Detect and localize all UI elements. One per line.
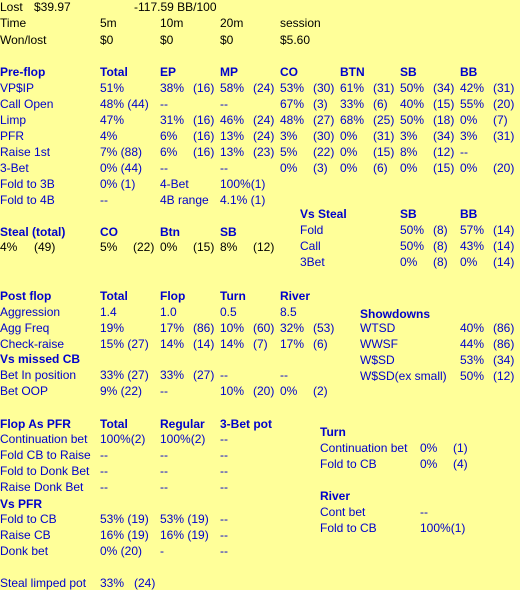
preflop-cell: (34)	[433, 81, 455, 95]
preflop-cell: (20)	[493, 161, 515, 175]
missed-cb-row-label: Bet In position	[0, 368, 77, 382]
turn-value: 0%	[420, 457, 438, 471]
flop-pfr-title: Flop As PFR	[0, 417, 71, 431]
showdown-count: (12)	[493, 369, 515, 383]
preflop-cell: --	[220, 161, 228, 175]
vs-pfr-title: Vs PFR	[0, 497, 43, 511]
preflop-cell: 48% (44)	[100, 97, 149, 111]
preflop-cell: (6)	[373, 161, 388, 175]
missed-cb-cell: --	[220, 368, 228, 382]
preflop-cell: 0%	[460, 161, 478, 175]
preflop-cell: (22)	[313, 145, 335, 159]
preflop-cell: --	[100, 193, 108, 207]
river-row-label: Cont bet	[320, 505, 366, 519]
preflop-cell: (16)	[193, 129, 215, 143]
vs-pfr-cell: --	[220, 512, 228, 526]
flop-pfr-cell: --	[100, 480, 108, 494]
time-col-10m: 10m	[160, 16, 184, 30]
postflop-row-label: Aggression	[0, 305, 61, 319]
showdown-value: 40%	[460, 321, 485, 335]
vs-steal-cell: (8)	[433, 239, 448, 253]
missed-cb-cell: --	[280, 368, 288, 382]
postflop-cell: 10%	[220, 321, 245, 335]
preflop-header-total: Total	[100, 65, 128, 79]
postflop-cell: 32%	[280, 321, 305, 335]
vs-pfr-cell: --	[220, 544, 228, 558]
preflop-cell: 31%	[160, 113, 185, 127]
lost-label: Lost	[0, 0, 23, 14]
preflop-cell: (16)	[193, 145, 215, 159]
vs-pfr-cell: 0% (20)	[100, 544, 143, 558]
preflop-cell: (6)	[373, 97, 388, 111]
preflop-cell: 0% (44)	[100, 161, 143, 175]
preflop-cell: (16)	[193, 113, 215, 127]
flop-pfr-cell: 100%(2)	[100, 432, 146, 446]
preflop-cell: 47%	[100, 113, 125, 127]
preflop-cell: (3)	[313, 97, 328, 111]
lost-value: $39.97	[34, 0, 71, 14]
flop-pfr-cell: --	[220, 448, 228, 462]
preflop-cell: (15)	[373, 145, 395, 159]
vs-pfr-row-label: Donk bet	[0, 544, 49, 558]
showdowns-title: Showdowns	[360, 307, 430, 321]
vs-steal-header-bb: BB	[460, 207, 478, 221]
steal-btn: 0%	[160, 240, 178, 254]
showdown-count: (34)	[493, 353, 515, 367]
preflop-cell: 4-Bet	[160, 177, 189, 191]
postflop-cell: (53)	[313, 321, 335, 335]
preflop-cell: 61%	[340, 81, 365, 95]
bb100-value: -117.59 BB/100	[134, 0, 217, 14]
vs-steal-cell: (8)	[433, 255, 448, 269]
river-title: River	[320, 489, 351, 503]
postflop-cell: 0.5	[220, 305, 237, 319]
time-col-20m: 20m	[220, 16, 244, 30]
preflop-cell: 42%	[460, 81, 485, 95]
preflop-cell: (15)	[433, 161, 455, 175]
postflop-cell: 8.5	[280, 305, 297, 319]
vs-pfr-cell: 53% (19)	[160, 512, 209, 526]
vs-steal-cell: 50%	[400, 223, 425, 237]
flop-pfr-row-label: Raise Donk Bet	[0, 480, 84, 494]
vs-steal-cell: (14)	[493, 239, 515, 253]
wonlost-20m: $0	[220, 33, 234, 47]
preflop-header-bb: BB	[460, 65, 478, 79]
vs-pfr-row-label: Fold to CB	[0, 512, 57, 526]
vs-steal-row-label: Call	[300, 239, 321, 253]
preflop-cell: 58%	[220, 81, 245, 95]
postflop-cell: 19%	[100, 321, 125, 335]
preflop-cell: 100%(1)	[220, 177, 266, 191]
preflop-row-label: Fold to 4B	[0, 193, 55, 207]
preflop-cell: 0%	[340, 145, 358, 159]
missed-cb-row-label: Bet OOP	[0, 384, 49, 398]
preflop-cell: 51%	[100, 81, 125, 95]
steal-total-count: (49)	[34, 240, 56, 254]
preflop-cell: (30)	[313, 81, 335, 95]
postflop-title: Post flop	[0, 289, 52, 303]
wonlost-label: Won/lost	[0, 33, 47, 47]
vs-steal-cell: 0%	[460, 255, 478, 269]
preflop-cell: 0%	[400, 161, 418, 175]
steal-btn-count: (15)	[193, 240, 215, 254]
steal-title: Steal (total)	[0, 225, 66, 239]
river-row-label: Fold to CB	[320, 521, 377, 535]
preflop-cell: (27)	[313, 113, 335, 127]
vs-steal-cell: (14)	[493, 223, 515, 237]
preflop-cell: (24)	[253, 129, 275, 143]
preflop-cell: 5%	[280, 145, 298, 159]
preflop-cell: (24)	[253, 113, 275, 127]
preflop-row-label: Fold to 3B	[0, 177, 55, 191]
flop-pfr-row-label: Fold to Donk Bet	[0, 464, 90, 478]
preflop-cell: 68%	[340, 113, 365, 127]
flop-pfr-cell: --	[220, 432, 228, 446]
vs-steal-cell: 50%	[400, 239, 425, 253]
preflop-cell: 0%	[280, 161, 298, 175]
preflop-cell: (12)	[433, 145, 455, 159]
preflop-cell: 3%	[280, 129, 298, 143]
wonlost-10m: $0	[160, 33, 174, 47]
flop-pfr-header-3bet: 3-Bet pot	[220, 417, 272, 431]
vs-pfr-cell: 16% (19)	[160, 528, 209, 542]
preflop-cell: (18)	[433, 113, 455, 127]
preflop-cell: (34)	[433, 129, 455, 143]
showdown-value: 50%	[460, 369, 485, 383]
vs-steal-row-label: Fold	[300, 223, 324, 237]
postflop-row-label: Check-raise	[0, 337, 65, 351]
missed-cb-cell: (20)	[253, 384, 275, 398]
flop-pfr-cell: 100%(2)	[160, 432, 206, 446]
preflop-cell: 50%	[400, 113, 425, 127]
preflop-row-label: Call Open	[0, 97, 54, 111]
river-value: 100%(1)	[420, 521, 466, 535]
turn-row-label: Fold to CB	[320, 457, 377, 471]
preflop-cell: (24)	[253, 81, 275, 95]
showdown-row-label: WWSF	[360, 337, 398, 351]
missed-cb-cell: 33% (27)	[100, 368, 149, 382]
preflop-cell: (7)	[493, 113, 508, 127]
preflop-cell: 46%	[220, 113, 245, 127]
missed-cb-cell: 0%	[280, 384, 298, 398]
postflop-cell: (14)	[193, 337, 215, 351]
postflop-cell: 14%	[220, 337, 245, 351]
postflop-cell: 17%	[160, 321, 185, 335]
preflop-cell: 7% (88)	[100, 145, 143, 159]
preflop-cell: 0%	[340, 161, 358, 175]
vs-pfr-cell: -	[160, 544, 164, 558]
preflop-cell: (3)	[313, 161, 328, 175]
preflop-cell: 3%	[400, 129, 418, 143]
vs-steal-row-label: 3Bet	[300, 255, 325, 269]
preflop-cell: (31)	[373, 129, 395, 143]
preflop-cell: 55%	[460, 97, 485, 111]
missed-cb-cell: 9% (22)	[100, 384, 143, 398]
showdown-row-label: W$SD	[360, 353, 395, 367]
preflop-cell: (30)	[313, 129, 335, 143]
preflop-cell: (31)	[373, 81, 395, 95]
steal-header-btn: Btn	[160, 225, 180, 239]
wonlost-5m: $0	[100, 33, 114, 47]
preflop-cell: (15)	[433, 97, 455, 111]
time-label: Time	[0, 16, 27, 30]
flop-pfr-cell: --	[220, 464, 228, 478]
steal-limped-label: Steal limped pot	[0, 576, 87, 590]
wonlost-session: $5.60	[280, 33, 311, 47]
preflop-row-label: Limp	[0, 113, 27, 127]
preflop-cell: (23)	[253, 145, 275, 159]
postflop-cell: (6)	[313, 337, 328, 351]
showdown-row-label: WTSD	[360, 321, 396, 335]
flop-pfr-cell: --	[100, 464, 108, 478]
showdown-count: (86)	[493, 321, 515, 335]
turn-value: 0%	[420, 441, 438, 455]
postflop-cell: 17%	[280, 337, 305, 351]
turn-count: (4)	[453, 457, 468, 471]
preflop-cell: --	[160, 161, 168, 175]
vs-pfr-cell: 53% (19)	[100, 512, 149, 526]
postflop-cell: 14%	[160, 337, 185, 351]
preflop-cell: 38%	[160, 81, 185, 95]
showdown-row-label: W$SD(ex small)	[360, 369, 447, 383]
missed-cb-title: Vs missed CB	[0, 352, 81, 366]
missed-cb-cell: 10%	[220, 384, 245, 398]
preflop-row-label: Raise 1st	[0, 145, 51, 159]
preflop-cell: 67%	[280, 97, 305, 111]
turn-count: (1)	[453, 441, 468, 455]
vs-steal-title: Vs Steal	[300, 207, 347, 221]
preflop-cell: (16)	[193, 81, 215, 95]
preflop-cell: 40%	[400, 97, 425, 111]
postflop-cell: (86)	[193, 321, 215, 335]
postflop-cell: 1.4	[100, 305, 117, 319]
postflop-cell: 15% (27)	[100, 337, 149, 351]
preflop-cell: 13%	[220, 129, 245, 143]
vs-steal-cell: (14)	[493, 255, 515, 269]
flop-pfr-cell: --	[160, 448, 168, 462]
vs-pfr-cell: 16% (19)	[100, 528, 149, 542]
vs-pfr-row-label: Raise CB	[0, 528, 51, 542]
time-col-session: session	[280, 16, 321, 30]
steal-co-count: (22)	[133, 240, 155, 254]
postflop-cell: 1.0	[160, 305, 177, 319]
flop-pfr-cell: --	[220, 480, 228, 494]
preflop-cell: (20)	[493, 97, 515, 111]
missed-cb-cell: 33%	[160, 368, 185, 382]
flop-pfr-row-label: Continuation bet	[0, 432, 88, 446]
preflop-cell: (31)	[493, 129, 515, 143]
preflop-header-ep: EP	[160, 65, 177, 79]
missed-cb-cell: --	[160, 384, 168, 398]
flop-pfr-cell: --	[160, 464, 168, 478]
steal-limped-count: (24)	[134, 576, 156, 590]
preflop-cell: 48%	[280, 113, 305, 127]
missed-cb-cell: (27)	[193, 368, 215, 382]
steal-header-sb: SB	[220, 225, 237, 239]
preflop-header-co: CO	[280, 65, 298, 79]
preflop-cell: 8%	[400, 145, 418, 159]
preflop-row-label: VP$IP	[0, 81, 35, 95]
showdown-value: 53%	[460, 353, 485, 367]
steal-limped-value: 33%	[100, 576, 125, 590]
preflop-cell: 13%	[220, 145, 245, 159]
preflop-cell: 3%	[460, 129, 478, 143]
preflop-cell: 4%	[100, 129, 118, 143]
preflop-row-label: PFR	[0, 129, 24, 143]
vs-steal-cell: 0%	[400, 255, 418, 269]
vs-steal-cell: 57%	[460, 223, 485, 237]
preflop-cell: 33%	[340, 97, 365, 111]
postflop-header-turn: Turn	[220, 289, 246, 303]
preflop-cell: (25)	[373, 113, 395, 127]
preflop-cell: (31)	[493, 81, 515, 95]
flop-pfr-row-label: Fold CB to Raise	[0, 448, 91, 462]
preflop-cell: 6%	[160, 145, 178, 159]
preflop-cell: --	[460, 145, 468, 159]
vs-steal-header-sb: SB	[400, 207, 417, 221]
postflop-header-river: River	[280, 289, 311, 303]
preflop-cell: 0% (1)	[100, 177, 136, 191]
preflop-cell: 4.1% (1)	[220, 193, 266, 207]
steal-total: 4%	[0, 240, 18, 254]
preflop-title: Pre-flop	[0, 65, 46, 79]
flop-pfr-header-regular: Regular	[160, 417, 205, 431]
steal-header-co: CO	[100, 225, 118, 239]
postflop-cell: (60)	[253, 321, 275, 335]
steal-sb-count: (12)	[253, 240, 275, 254]
postflop-header-total: Total	[100, 289, 128, 303]
flop-pfr-cell: --	[100, 448, 108, 462]
preflop-cell: 0%	[460, 113, 478, 127]
showdown-count: (86)	[493, 337, 515, 351]
preflop-cell: --	[220, 97, 228, 111]
time-col-5m: 5m	[100, 16, 117, 30]
postflop-cell: (7)	[253, 337, 268, 351]
preflop-cell: 50%	[400, 81, 425, 95]
vs-pfr-cell: --	[220, 528, 228, 542]
missed-cb-cell: (2)	[313, 384, 328, 398]
turn-row-label: Continuation bet	[320, 441, 408, 455]
preflop-cell: 0%	[340, 129, 358, 143]
showdown-value: 44%	[460, 337, 485, 351]
turn-title: Turn	[320, 425, 346, 439]
river-value: --	[420, 505, 428, 519]
postflop-row-label: Agg Freq	[0, 321, 50, 335]
steal-sb: 8%	[220, 240, 238, 254]
preflop-cell: 6%	[160, 129, 178, 143]
preflop-cell: 4B range	[160, 193, 209, 207]
steal-co: 5%	[100, 240, 118, 254]
vs-steal-cell: 43%	[460, 239, 485, 253]
preflop-header-btn: BTN	[340, 65, 365, 79]
preflop-cell: --	[160, 97, 168, 111]
flop-pfr-header-total: Total	[100, 417, 128, 431]
flop-pfr-cell: --	[160, 480, 168, 494]
preflop-header-mp: MP	[220, 65, 238, 79]
preflop-cell: 53%	[280, 81, 305, 95]
postflop-header-flop: Flop	[160, 289, 186, 303]
vs-steal-cell: (8)	[433, 223, 448, 237]
preflop-row-label: 3-Bet	[0, 161, 29, 175]
preflop-header-sb: SB	[400, 65, 417, 79]
